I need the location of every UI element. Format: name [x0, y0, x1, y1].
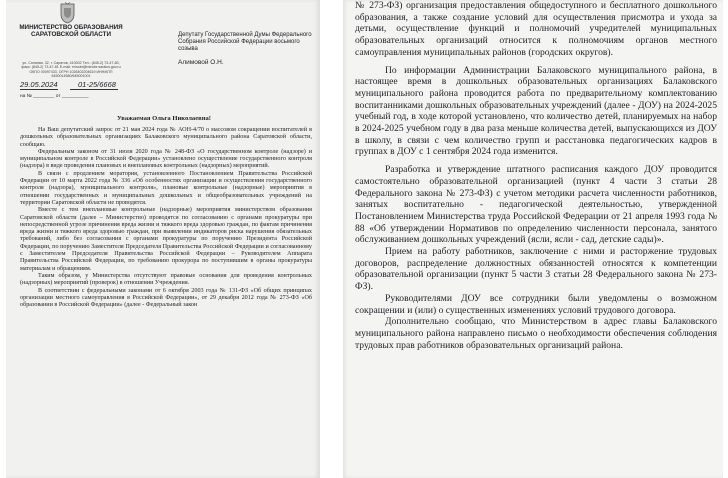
letter-date: 29.05.2024 [20, 80, 58, 89]
reference-line: на № ________ от __________ [20, 94, 89, 99]
coat-of-arms-emblem-icon [59, 2, 76, 24]
paragraph: В соответствии с федеральными законами от 6 октября 2003 года № 131-ФЗ «Об общих принципах организации местного самоуправления в Российской Федерации», от 29 декабря 2012 года № 273-ФЗ «Об образовании в Российской Федерации» (далее - Федеральный закон [20, 287, 312, 309]
paragraph: Руководителями ДОУ все сотрудники были уведомлены о возможном сокращении и (или) о существенных изменениях условий трудового договора. [355, 292, 717, 316]
ministry-name: МИНИСТЕРСТВО ОБРАЗОВАНИЯ САРАТОВСКОЙ ОБЛАСТИ [19, 24, 123, 39]
letter-page-left [6, 0, 320, 478]
recipient-name: Алимовой О.Н. [178, 59, 224, 66]
greeting: Уважаемая Ольга Николаевна! [117, 115, 211, 122]
paragraph: По информации Администрации Балаковского муниципального района, в настоящее время в дошкольных образовательных организациях Балаковского муниципального района проводится работа по предварительному комплектованию воспитанниками дошкольных образовательных учреждений (далее - ДОУ) на 2024-2025 учебный год, в ходе которой установлено, что количество детей, планируемых на набор в 2024-2025 учебном году в два раза меньше количества детей, выпускающихся из ДОУ в школу, в связи с чем количество групп и расстановка педагогических кадров в группах в ДОУ с 1 сентября 2024 года изменится. [355, 64, 717, 158]
paragraph: Федеральным законом от 31 июля 2020 года № 248-ФЗ «О государственном контроле (надзоре) и муниципальном контроле в Российской Федерации» установлено осуществление государственного контроля (надзора) в виде проведения плановых и внеплановых контрольных (надзорных) мероприятий. [20, 148, 312, 170]
letter-number: 01-25/6668 [78, 80, 116, 89]
paragraph: Вместе с тем внеплановые контрольные (надзорные) мероприятия министерством образования Саратовской области (далее – Министерство) проводятся по согласованию с органами прокуратуры при непосредственной угрозе причинения вреда жизни и тяжкого вреда здоровью граждан, по фактам причинения вреда жизни и тяжкого вреда здоровью граждан, при выявлении индикаторов риска нарушения обязательных требований, либо без согласования с органами прокуратуры по поручению Президента Российской Федерации, по поручению Заместителя Председателя Правительства Российской Федерации и согласованному с Заместителем Председателя Правительства Российской Федерации – Руководителем Аппарата Правительства Российской Федерации, по требованию прокурора по поступившим в органы прокуратуры материалам и обращениям. [20, 207, 312, 272]
paragraph: Дополнительно сообщаю, что Министерством в адрес главы Балаковского муниципального района направлено письмо о необходимости обеспечения соблюдения трудовых прав работников образовательных организаций района. [355, 316, 717, 351]
letter-page-right [343, 0, 723, 478]
date-underline [20, 89, 58, 90]
paragraph: № 273-ФЗ) организация предоставления общедоступного и бесплатного дошкольного образования, а также создание условий для осуществления присмотра и ухода за детьми, осуществление функций и полномочий учредителей муниципальных образовательных организаций относится к полномочиям органов местного самоуправления муниципальных районов (городских округов). [355, 0, 717, 58]
paragraph: На Ваш депутатский запрос от 21 мая 2024 года № АОН-4/70 о массовом сокращении воспитателей в дошкольных образовательных организациях Балаковского муниципального района Саратовской области, сообщаю. [20, 127, 312, 148]
recipient-title: Депутату Государственной Думы Федерального Собрания Российской Федерации восьмого созыва [178, 32, 312, 53]
number-underline [70, 89, 118, 90]
letter-body-left [20, 127, 312, 309]
paragraph: Таким образом, у Министерства отсутствуют правовые основания для проведения контрольных (надзорных) мероприятий (проверок) в отношении Учреждения. [20, 272, 312, 287]
paragraph: Прием на работу работников, заключение с ними и расторжение трудовых договоров, распределение должностных обязанностей относятся к компетенции образовательной организации (пункт 5 части 3 статьи 28 Федерального закона № 273-ФЗ). [355, 246, 717, 293]
letter-body-right [355, 0, 717, 351]
paragraph: В связи с продлением моратория, установленного Постановлением Правительства Российской Федерации от 10 марта 2022 года № 336 «Об особенностях организации и осуществления государственного контроля (надзора), муниципального контроля», плановые контрольные (надзорные) мероприятия в отношении государственных и муниципальных дошкольных и общеобразовательных учреждений на территории Саратовской области не проводятся. [20, 170, 312, 206]
paragraph: Разработка и утверждение штатного расписания каждого ДОУ проводится самостоятельно образовательной организацией (пункт 4 части 3 статьи 28 Федерального закона № 273-ФЗ) с учетом методики расчета численности работников, занятых воспитательно - педагогической деятельностью, утвержденной Постановлением Министерства труда Российской Федерации от 21 апреля 1993 года № 88 «Об утверждении Нормативов по определению численности персонала, занятого обслуживанием дошкольных учреждений (ясли, ясли - сад, детские сады)». [355, 164, 717, 246]
ministry-address: ул. Соляная, 32, г. Саратов, 410002 Тел.: (845-2) 73-47-80, факс: (845-2) 73-47-81 E-mail: minobr@minobr.saratov.gov.ru ОКПО 00097433, ОГРН 1026402204619 ИНН/КПП 6450014580/645001001 [21, 61, 121, 78]
